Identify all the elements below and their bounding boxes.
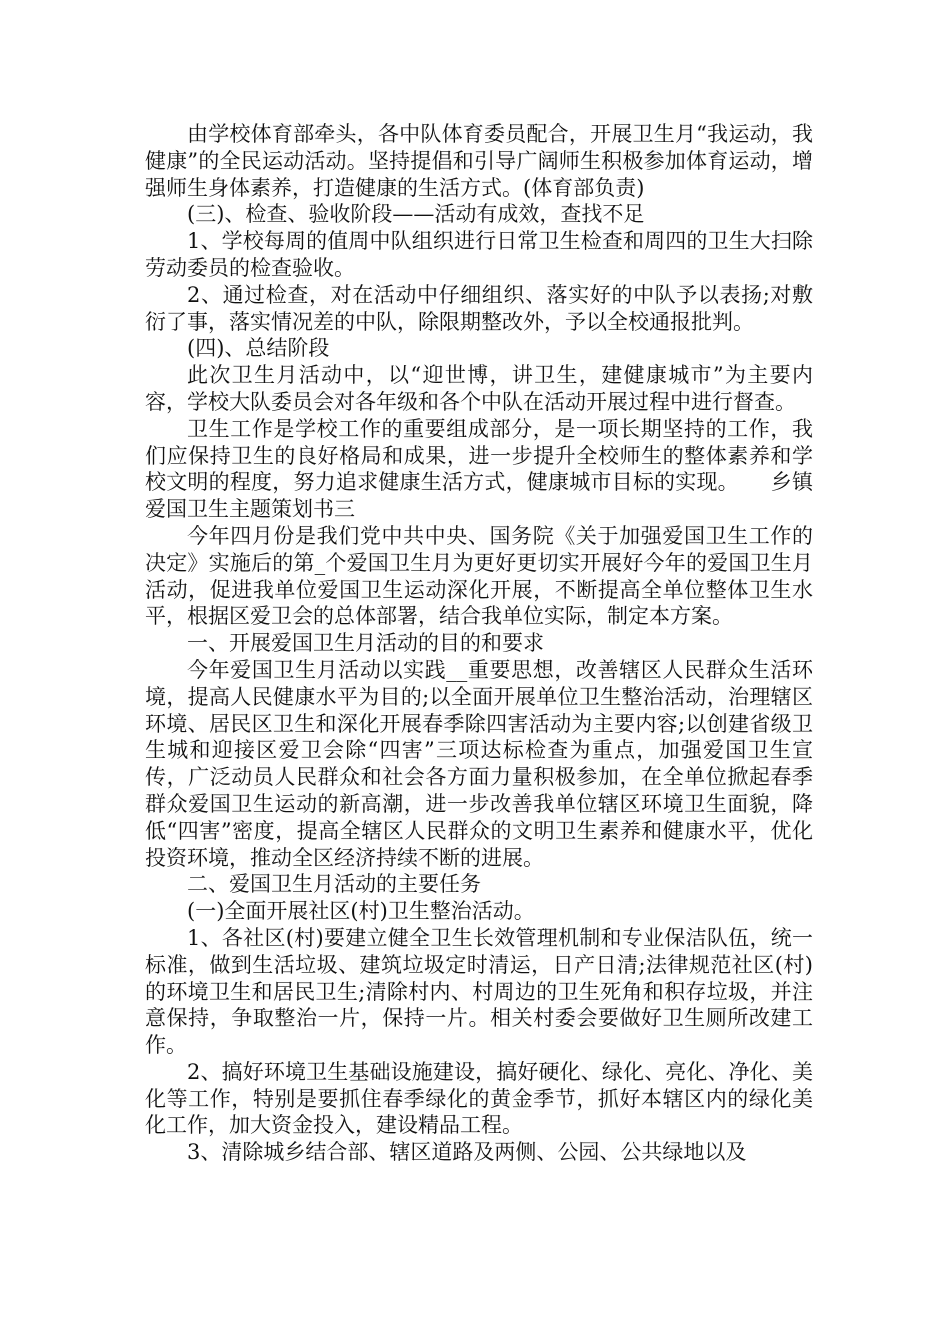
section-heading: 二、爱国卫生月活动的主要任务 — [187, 872, 481, 897]
paragraph: 今年爱国卫生月活动以实践__重要思想，改善辖区人民群众生活环境，提高人民健康水平为目的;以全面开展单位卫生整治活动，治理辖区环境、居民区卫生和深化开展春季除四害活动为主要内容;以创建省级卫生城和迎接区爱卫会除“四害”三项达标检查为重点，加强爱国卫生宣传，广泛动员人民群众和社会各方面力量积极参加，在全单位掀起春季群众爱国卫生运动的新高潮，进一步改善我单位辖区环境卫生面貌，降低“四害”密度，提高全辖区人民群众的文明卫生素养和健康水平，优化投资环境，推动全区经济持续不断的进展。 — [145, 657, 813, 870]
document-page — [145, 121, 813, 1166]
paragraph: 1、各社区(村)要建立健全卫生长效管理机制和专业保洁队伍，统一标准，做到生活垃圾、建筑垃圾定时清运，日产日清;法律规范社区(村)的环境卫生和居民卫生;清除村内、村周边的卫生死角和积存垃圾，并注意保持，争取整治一片，保持一片。相关村委会要做好卫生厕所改建工作。 — [145, 925, 813, 1058]
paragraph: 卫生工作是学校工作的重要组成部分，是一项长期坚持的工作，我们应保持卫生的良好格局和成果，进一步提升全校师生的整体素养和学校文明的程度，努力追求健康生活方式，健康城市目标的实现。 乡镇爱国卫生主题策划书三 — [145, 416, 813, 522]
section-heading: 一、开展爱国卫生月活动的目的和要求 — [187, 631, 544, 656]
paragraph: 2、通过检查，对在活动中仔细组织、落实好的中队予以表扬;对敷衍了事，落实情况差的中队，除限期整改外，予以全校通报批判。 — [145, 282, 813, 334]
paragraph: 此次卫生月活动中，以“迎世博，讲卫生，建健康城市”为主要内容，学校大队委员会对各年级和各个中队在活动开展过程中进行督查。 — [145, 363, 813, 414]
paragraph: 1、学校每周的值周中队组织进行日常卫生检查和周四的卫生大扫除劳动委员的检查验收。 — [145, 229, 813, 280]
paragraph: 由学校体育部牵头，各中队体育委员配合，开展卫生月“我运动，我健康”的全民运动活动。坚持提倡和引导广阔师生积极参加体育运动，增强师生身体素养，打造健康的生活方式。(体育部负责) — [145, 122, 813, 200]
section-heading: (四)、总结阶段 — [187, 336, 330, 361]
paragraph: 今年四月份是我们党中共中央、国务院《关于加强爱国卫生工作的决定》实施后的第_个爱国卫生月为更好更切实开展好今年的爱国卫生月活动，促进我单位爱国卫生运动深化开展，不断提高全单位整体卫生水平，根据区爱卫会的总体部署，结合我单位实际，制定本方案。 — [145, 523, 813, 629]
subsection-heading: (一)全面开展社区(村)卫生整治活动。 — [187, 899, 535, 924]
paragraph: 2、搞好环境卫生基础设施建设，搞好硬化、绿化、亮化、净化、美化等工作，特别是要抓住春季绿化的黄金季节，抓好本辖区内的绿化美化工作，加大资金投入，建设精品工程。 — [145, 1059, 813, 1138]
section-heading: (三)、检查、验收阶段——活动有成效，查找不足 — [187, 202, 645, 227]
paragraph: 3、清除城乡结合部、辖区道路及两侧、公园、公共绿地以及 — [187, 1140, 747, 1165]
